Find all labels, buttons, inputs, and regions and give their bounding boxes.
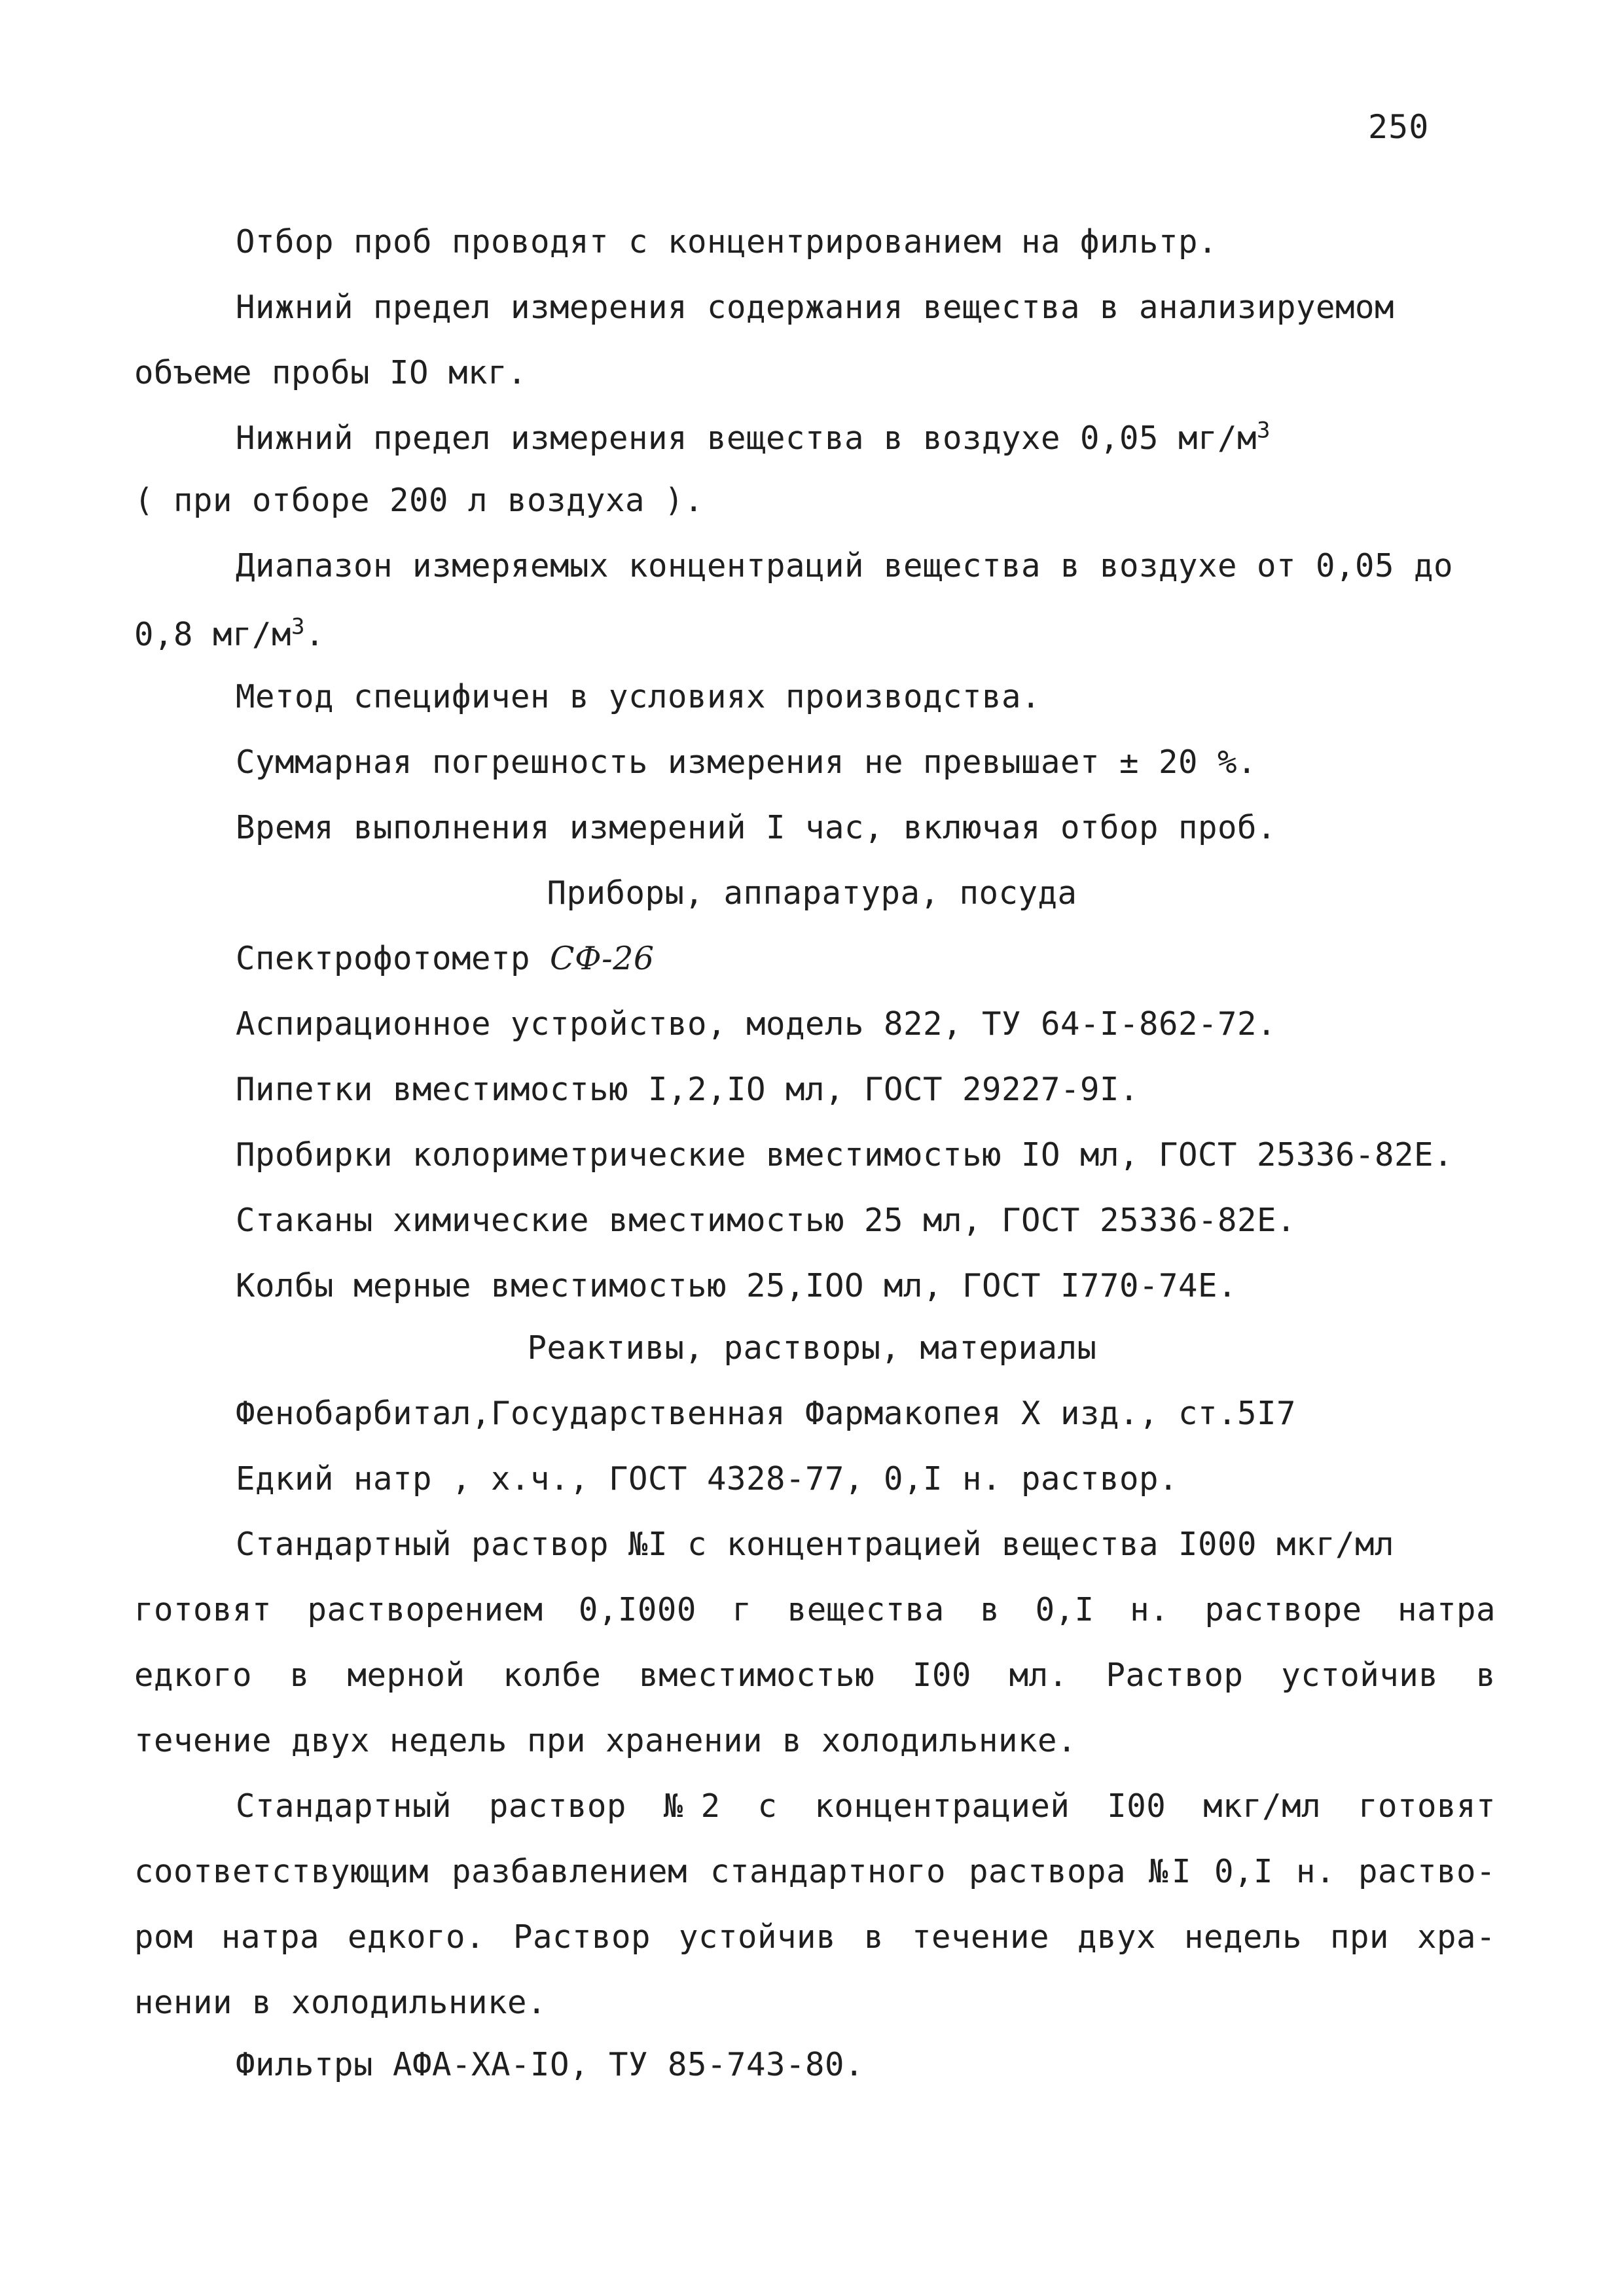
equipment-item: Колбы мерные вместимостью 25,IOO мл, ГОСТ I770-74Е. [236,1267,1238,1304]
paragraph-specificity: Метод специфичен в условиях производства. [236,678,1041,715]
reagent-item: Едкий натр , х.ч., ГОСТ 4328-77, 0,I н. раствор. [236,1460,1179,1498]
paragraph-range-line1: Диапазон измеряемых концентраций вещества в воздухе от 0,05 до [236,547,1454,584]
handwritten-model: СФ-26 [550,940,655,977]
paragraph-duration: Время выполнения измерений I час, включая отбор проб. [236,809,1277,846]
equipment-item: Пробирки колориметрические вместимостью IO мл, ГОСТ 25336-82Е. [236,1136,1454,1174]
standard-solution-2-line1: Стандартный раствор №2 с концентрацией I00 мкг/мл готовят [236,1787,1496,1825]
equipment-item [236,939,655,978]
section-heading-equipment: Приборы, аппаратура, посуда [547,874,1077,912]
reagent-item: Фенобарбитал,Государственная Фармакопея X изд., ст.5I7 [236,1395,1297,1432]
filters-item: Фильтры АФА-ХА-IO, ТУ 85-743-80. [236,2046,865,2083]
equipment-item: Пипетки вместимостью I,2,IO мл, ГОСТ 29227-9I. [236,1071,1140,1108]
equipment-item: Аспирационное устройство, модель 822, ТУ 64-I-862-72. [236,1005,1277,1043]
equipment-item: Стаканы химические вместимостью 25 мл, ГОСТ 25336-82Е. [236,1202,1297,1239]
standard-solution-1-line1: Стандартный раствор №I с концентрацией вещества I000 мкг/мл [236,1526,1395,1563]
standard-solution-1-line4: течение двух недель при хранении в холодильнике. [134,1722,1077,1759]
superscript-cubed: 3 [1257,417,1271,444]
standard-solution-1-line3: едкого в мерной колбе вместимостью I00 мл. Раствор устойчив в [134,1657,1496,1694]
superscript-cubed: 3 [291,613,305,640]
paragraph-range-line2 [134,615,325,655]
range-value-text: 0,8 мг/м [134,616,292,653]
paragraph-sampling: Отбор проб проводят с концентрированием на фильтр. [236,223,1218,260]
paragraph-air-limit-line1 [236,419,1271,458]
air-limit-text: Нижний предел измерения вещества в воздухе 0,05 мг/м [236,420,1257,457]
range-end-punct: . [305,616,325,653]
paragraph-error: Суммарная погрешность измерения не превышает ± 20 %. [236,744,1257,781]
page-number: 250 [1368,108,1430,146]
section-heading-reagents: Реактивы, растворы, материалы [527,1329,1097,1367]
standard-solution-1-line2: готовят растворением 0,I000 г вещества в 0,I н. растворе натра [134,1591,1496,1628]
paragraph-lower-limit-line1: Нижний предел измерения содержания вещества в анализируемом [236,289,1395,326]
standard-solution-2-line3: ром натра едкого. Раствор устойчив в течение двух недель при хра- [134,1918,1496,1956]
standard-solution-2-line2: соответствующим разбавлением стандартного раствора №I 0,I н. раство- [134,1853,1496,1890]
paragraph-lower-limit-line2: объеме пробы IO мкг. [134,354,528,391]
standard-solution-2-line4: нении в холодильнике. [134,1984,547,2021]
paragraph-air-limit-line2: ( при отборе 200 л воздуха ). [134,482,704,519]
equipment-label: Спектрофотометр [236,940,550,977]
